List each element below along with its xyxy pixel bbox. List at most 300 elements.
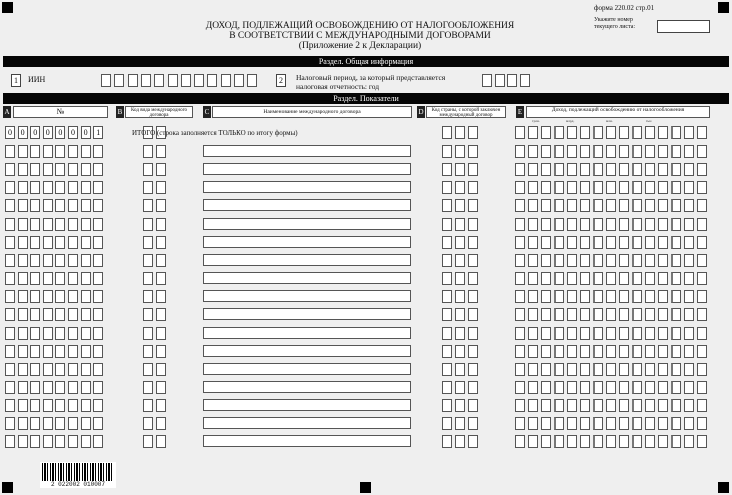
row-number-cell[interactable]: [30, 399, 40, 412]
country-code-cell[interactable]: [468, 308, 478, 321]
income-amount-cell[interactable]: [671, 399, 681, 412]
income-amount-cell[interactable]: [697, 236, 707, 249]
row-number-cell[interactable]: [18, 163, 28, 176]
agreement-type-code-cell[interactable]: [156, 236, 166, 249]
income-amount-cell[interactable]: [671, 126, 681, 139]
agreement-type-code-cell[interactable]: [156, 199, 166, 212]
row-number-cell[interactable]: [93, 199, 103, 212]
row-number-cell[interactable]: [43, 272, 53, 285]
row-number-cell[interactable]: [55, 363, 65, 376]
row-number-cell[interactable]: [81, 218, 91, 231]
country-code-cell[interactable]: [455, 435, 465, 448]
income-amount-cell[interactable]: [541, 254, 551, 267]
row-number-cell[interactable]: [30, 290, 40, 303]
income-amount-cell[interactable]: [528, 345, 538, 358]
row-number-cell[interactable]: [43, 381, 53, 394]
country-code-cell[interactable]: [455, 181, 465, 194]
income-amount-cell[interactable]: [580, 290, 590, 303]
income-amount-cell[interactable]: [645, 381, 655, 394]
agreement-name-input[interactable]: [203, 272, 411, 284]
agreement-type-code-cell[interactable]: [143, 327, 153, 340]
row-number-cell[interactable]: [55, 145, 65, 158]
income-amount-cell[interactable]: [593, 345, 603, 358]
income-amount-cell[interactable]: [580, 417, 590, 430]
income-amount-cell[interactable]: [541, 272, 551, 285]
agreement-type-code-cell[interactable]: [156, 181, 166, 194]
income-amount-cell[interactable]: [632, 399, 642, 412]
row-number-cell[interactable]: [68, 199, 78, 212]
row-number-cell[interactable]: [81, 236, 91, 249]
country-code-cell[interactable]: [468, 363, 478, 376]
income-amount-cell[interactable]: [632, 236, 642, 249]
income-amount-cell[interactable]: [528, 308, 538, 321]
row-number-cell[interactable]: [5, 199, 15, 212]
income-amount-cell[interactable]: [541, 363, 551, 376]
income-amount-cell[interactable]: [554, 327, 564, 340]
income-amount-cell[interactable]: [515, 181, 525, 194]
row-number-cell[interactable]: [43, 218, 53, 231]
agreement-name-input[interactable]: [203, 308, 411, 320]
income-amount-cell[interactable]: [645, 308, 655, 321]
row-number-cell[interactable]: [18, 399, 28, 412]
agreement-name-input[interactable]: [203, 435, 411, 447]
income-amount-cell[interactable]: [515, 345, 525, 358]
country-code-cell[interactable]: [468, 254, 478, 267]
income-amount-cell[interactable]: [606, 181, 616, 194]
country-code-cell[interactable]: [455, 363, 465, 376]
row-number-cell[interactable]: 1: [93, 126, 103, 139]
income-amount-cell[interactable]: [632, 272, 642, 285]
income-amount-cell[interactable]: [671, 417, 681, 430]
income-amount-cell[interactable]: [658, 417, 668, 430]
income-amount-cell[interactable]: [671, 327, 681, 340]
income-amount-cell[interactable]: [606, 199, 616, 212]
income-amount-cell[interactable]: [580, 327, 590, 340]
income-amount-cell[interactable]: [606, 381, 616, 394]
income-amount-cell[interactable]: [632, 145, 642, 158]
row-number-cell[interactable]: 0: [30, 126, 40, 139]
row-number-cell[interactable]: [55, 236, 65, 249]
row-number-cell[interactable]: [30, 435, 40, 448]
agreement-type-code-cell[interactable]: [156, 145, 166, 158]
row-number-cell[interactable]: [55, 381, 65, 394]
row-number-cell[interactable]: [18, 254, 28, 267]
agreement-name-input[interactable]: [203, 236, 411, 248]
income-amount-cell[interactable]: [528, 254, 538, 267]
row-number-cell[interactable]: [18, 327, 28, 340]
income-amount-cell[interactable]: [593, 327, 603, 340]
country-code-cell[interactable]: [442, 254, 452, 267]
country-code-cell[interactable]: [468, 218, 478, 231]
income-amount-cell[interactable]: [528, 199, 538, 212]
row-number-cell[interactable]: [81, 345, 91, 358]
income-amount-cell[interactable]: [528, 272, 538, 285]
income-amount-cell[interactable]: [671, 272, 681, 285]
income-amount-cell[interactable]: [684, 381, 694, 394]
income-amount-cell[interactable]: [645, 199, 655, 212]
row-number-cell[interactable]: [68, 381, 78, 394]
row-number-cell[interactable]: [5, 254, 15, 267]
income-amount-cell[interactable]: [528, 181, 538, 194]
income-amount-cell[interactable]: [541, 435, 551, 448]
income-amount-cell[interactable]: [515, 417, 525, 430]
country-code-cell[interactable]: [442, 417, 452, 430]
income-amount-cell[interactable]: [671, 236, 681, 249]
row-number-cell[interactable]: [55, 308, 65, 321]
income-amount-cell[interactable]: [606, 272, 616, 285]
country-code-cell[interactable]: [442, 345, 452, 358]
row-number-cell[interactable]: [43, 435, 53, 448]
income-amount-cell[interactable]: [671, 254, 681, 267]
row-number-cell[interactable]: [5, 163, 15, 176]
income-amount-cell[interactable]: [697, 345, 707, 358]
row-number-cell[interactable]: [43, 181, 53, 194]
income-amount-cell[interactable]: [619, 126, 629, 139]
income-amount-cell[interactable]: [671, 381, 681, 394]
agreement-type-code-cell[interactable]: [143, 381, 153, 394]
income-amount-cell[interactable]: [580, 126, 590, 139]
row-number-cell[interactable]: [93, 218, 103, 231]
country-code-cell[interactable]: [455, 218, 465, 231]
income-amount-cell[interactable]: [606, 290, 616, 303]
row-number-cell[interactable]: [93, 254, 103, 267]
row-number-cell[interactable]: [55, 163, 65, 176]
agreement-name-input[interactable]: [203, 254, 411, 266]
agreement-type-code-cell[interactable]: [156, 218, 166, 231]
income-amount-cell[interactable]: [528, 236, 538, 249]
income-amount-cell[interactable]: [619, 381, 629, 394]
row-number-cell[interactable]: [68, 290, 78, 303]
income-amount-cell[interactable]: [619, 290, 629, 303]
iin-digit-cell[interactable]: [194, 74, 204, 87]
agreement-type-code-cell[interactable]: [143, 163, 153, 176]
income-amount-cell[interactable]: [580, 254, 590, 267]
iin-digit-cell[interactable]: [181, 74, 191, 87]
income-amount-cell[interactable]: [619, 435, 629, 448]
agreement-type-code-cell[interactable]: [156, 363, 166, 376]
row-number-cell[interactable]: [93, 399, 103, 412]
row-number-cell[interactable]: 0: [43, 126, 53, 139]
income-amount-cell[interactable]: [606, 435, 616, 448]
row-number-cell[interactable]: [18, 236, 28, 249]
income-amount-cell[interactable]: [554, 218, 564, 231]
income-amount-cell[interactable]: [541, 327, 551, 340]
income-amount-cell[interactable]: [580, 363, 590, 376]
income-amount-cell[interactable]: [697, 308, 707, 321]
row-number-cell[interactable]: [30, 199, 40, 212]
income-amount-cell[interactable]: [567, 290, 577, 303]
income-amount-cell[interactable]: [528, 290, 538, 303]
country-code-cell[interactable]: [442, 381, 452, 394]
income-amount-cell[interactable]: [684, 254, 694, 267]
agreement-type-code-cell[interactable]: [143, 417, 153, 430]
country-code-cell[interactable]: [468, 126, 478, 139]
country-code-cell[interactable]: [442, 181, 452, 194]
income-amount-cell[interactable]: [554, 145, 564, 158]
income-amount-cell[interactable]: [515, 236, 525, 249]
row-number-cell[interactable]: [81, 181, 91, 194]
income-amount-cell[interactable]: [697, 399, 707, 412]
year-digit-cell[interactable]: [482, 74, 492, 87]
iin-digit-cell[interactable]: [247, 74, 257, 87]
row-number-cell[interactable]: 0: [68, 126, 78, 139]
row-number-cell[interactable]: [30, 272, 40, 285]
income-amount-cell[interactable]: [554, 290, 564, 303]
income-amount-cell[interactable]: [593, 308, 603, 321]
income-amount-cell[interactable]: [671, 218, 681, 231]
row-number-cell[interactable]: [55, 272, 65, 285]
row-number-cell[interactable]: [43, 199, 53, 212]
agreement-type-code-cell[interactable]: [143, 218, 153, 231]
income-amount-cell[interactable]: [645, 435, 655, 448]
income-amount-cell[interactable]: [554, 345, 564, 358]
agreement-type-code-cell[interactable]: [143, 308, 153, 321]
row-number-cell[interactable]: [18, 199, 28, 212]
income-amount-cell[interactable]: [697, 199, 707, 212]
agreement-type-code-cell[interactable]: [156, 308, 166, 321]
income-amount-cell[interactable]: [580, 272, 590, 285]
row-number-cell[interactable]: [30, 381, 40, 394]
income-amount-cell[interactable]: [632, 290, 642, 303]
income-amount-cell[interactable]: [606, 308, 616, 321]
row-number-cell[interactable]: [30, 417, 40, 430]
income-amount-cell[interactable]: [567, 181, 577, 194]
row-number-cell[interactable]: [18, 308, 28, 321]
income-amount-cell[interactable]: [567, 218, 577, 231]
income-amount-cell[interactable]: [697, 181, 707, 194]
row-number-cell[interactable]: 0: [81, 126, 91, 139]
country-code-cell[interactable]: [442, 290, 452, 303]
country-code-cell[interactable]: [468, 417, 478, 430]
income-amount-cell[interactable]: [515, 290, 525, 303]
country-code-cell[interactable]: [455, 290, 465, 303]
income-amount-cell[interactable]: [697, 163, 707, 176]
income-amount-cell[interactable]: [619, 327, 629, 340]
income-amount-cell[interactable]: [697, 363, 707, 376]
row-number-cell[interactable]: [43, 236, 53, 249]
income-amount-cell[interactable]: [541, 145, 551, 158]
income-amount-cell[interactable]: [658, 435, 668, 448]
row-number-cell[interactable]: [68, 236, 78, 249]
country-code-cell[interactable]: [442, 199, 452, 212]
row-number-cell[interactable]: [18, 381, 28, 394]
income-amount-cell[interactable]: [515, 163, 525, 176]
income-amount-cell[interactable]: [697, 272, 707, 285]
income-amount-cell[interactable]: [697, 290, 707, 303]
country-code-cell[interactable]: [455, 327, 465, 340]
iin-digit-cell[interactable]: [207, 74, 217, 87]
iin-digit-cell[interactable]: [234, 74, 244, 87]
country-code-cell[interactable]: [455, 345, 465, 358]
income-amount-cell[interactable]: [619, 163, 629, 176]
income-amount-cell[interactable]: [645, 272, 655, 285]
row-number-cell[interactable]: [81, 290, 91, 303]
income-amount-cell[interactable]: [658, 363, 668, 376]
row-number-cell[interactable]: [30, 236, 40, 249]
income-amount-cell[interactable]: [515, 381, 525, 394]
income-amount-cell[interactable]: [632, 363, 642, 376]
iin-digit-cell[interactable]: [221, 74, 231, 87]
row-number-cell[interactable]: [43, 254, 53, 267]
row-number-cell[interactable]: [30, 363, 40, 376]
row-number-cell[interactable]: [93, 272, 103, 285]
income-amount-cell[interactable]: [658, 290, 668, 303]
row-number-cell[interactable]: [68, 399, 78, 412]
income-amount-cell[interactable]: [567, 163, 577, 176]
year-digit-cell[interactable]: [520, 74, 530, 87]
income-amount-cell[interactable]: [528, 126, 538, 139]
income-amount-cell[interactable]: [567, 327, 577, 340]
income-amount-cell[interactable]: [619, 345, 629, 358]
sheet-number-input[interactable]: [657, 20, 710, 33]
income-amount-cell[interactable]: [606, 254, 616, 267]
income-amount-cell[interactable]: [541, 126, 551, 139]
income-amount-cell[interactable]: [645, 417, 655, 430]
income-amount-cell[interactable]: [645, 345, 655, 358]
income-amount-cell[interactable]: [632, 163, 642, 176]
row-number-cell[interactable]: [55, 327, 65, 340]
income-amount-cell[interactable]: [541, 399, 551, 412]
income-amount-cell[interactable]: [541, 308, 551, 321]
agreement-name-input[interactable]: [203, 163, 411, 175]
income-amount-cell[interactable]: [554, 417, 564, 430]
income-amount-cell[interactable]: [606, 399, 616, 412]
country-code-cell[interactable]: [455, 254, 465, 267]
row-number-cell[interactable]: 0: [5, 126, 15, 139]
row-number-cell[interactable]: [81, 145, 91, 158]
row-number-cell[interactable]: [93, 236, 103, 249]
income-amount-cell[interactable]: [593, 417, 603, 430]
income-amount-cell[interactable]: [515, 435, 525, 448]
income-amount-cell[interactable]: [580, 345, 590, 358]
income-amount-cell[interactable]: [658, 145, 668, 158]
income-amount-cell[interactable]: [554, 126, 564, 139]
row-number-cell[interactable]: [55, 254, 65, 267]
income-amount-cell[interactable]: [632, 199, 642, 212]
income-amount-cell[interactable]: [684, 417, 694, 430]
row-number-cell[interactable]: [5, 327, 15, 340]
row-number-cell[interactable]: [43, 290, 53, 303]
income-amount-cell[interactable]: [593, 435, 603, 448]
row-number-cell[interactable]: [43, 399, 53, 412]
row-number-cell[interactable]: [5, 363, 15, 376]
row-number-cell[interactable]: [81, 199, 91, 212]
row-number-cell[interactable]: [55, 290, 65, 303]
income-amount-cell[interactable]: [619, 145, 629, 158]
income-amount-cell[interactable]: [528, 363, 538, 376]
agreement-name-input[interactable]: [203, 399, 411, 411]
income-amount-cell[interactable]: [528, 417, 538, 430]
income-amount-cell[interactable]: [632, 435, 642, 448]
income-amount-cell[interactable]: [554, 435, 564, 448]
income-amount-cell[interactable]: [541, 381, 551, 394]
row-number-cell[interactable]: [68, 145, 78, 158]
row-number-cell[interactable]: [5, 218, 15, 231]
income-amount-cell[interactable]: [697, 145, 707, 158]
country-code-cell[interactable]: [442, 272, 452, 285]
income-amount-cell[interactable]: [593, 254, 603, 267]
income-amount-cell[interactable]: [515, 145, 525, 158]
country-code-cell[interactable]: [442, 399, 452, 412]
income-amount-cell[interactable]: [593, 236, 603, 249]
income-amount-cell[interactable]: [541, 236, 551, 249]
income-amount-cell[interactable]: [515, 218, 525, 231]
income-amount-cell[interactable]: [580, 308, 590, 321]
income-amount-cell[interactable]: [684, 435, 694, 448]
agreement-type-code-cell[interactable]: [143, 145, 153, 158]
income-amount-cell[interactable]: [619, 363, 629, 376]
row-number-cell[interactable]: [93, 435, 103, 448]
row-number-cell[interactable]: [30, 308, 40, 321]
agreement-type-code-cell[interactable]: [143, 290, 153, 303]
income-amount-cell[interactable]: [606, 236, 616, 249]
income-amount-cell[interactable]: [554, 181, 564, 194]
income-amount-cell[interactable]: [684, 345, 694, 358]
row-number-cell[interactable]: [5, 308, 15, 321]
income-amount-cell[interactable]: [684, 290, 694, 303]
row-number-cell[interactable]: [93, 145, 103, 158]
agreement-type-code-cell[interactable]: [156, 399, 166, 412]
agreement-name-input[interactable]: [203, 145, 411, 157]
country-code-cell[interactable]: [468, 163, 478, 176]
country-code-cell[interactable]: [468, 145, 478, 158]
income-amount-cell[interactable]: [593, 381, 603, 394]
row-number-cell[interactable]: 0: [18, 126, 28, 139]
row-number-cell[interactable]: [30, 345, 40, 358]
income-amount-cell[interactable]: [632, 254, 642, 267]
income-amount-cell[interactable]: [632, 381, 642, 394]
iin-digit-cell[interactable]: [128, 74, 138, 87]
income-amount-cell[interactable]: [658, 199, 668, 212]
row-number-cell[interactable]: [30, 181, 40, 194]
income-amount-cell[interactable]: [515, 363, 525, 376]
row-number-cell[interactable]: [5, 417, 15, 430]
agreement-type-code-cell[interactable]: [143, 272, 153, 285]
income-amount-cell[interactable]: [541, 290, 551, 303]
country-code-cell[interactable]: [455, 199, 465, 212]
income-amount-cell[interactable]: [658, 126, 668, 139]
country-code-cell[interactable]: [455, 145, 465, 158]
agreement-name-input[interactable]: [203, 327, 411, 339]
income-amount-cell[interactable]: [515, 126, 525, 139]
income-amount-cell[interactable]: [593, 272, 603, 285]
income-amount-cell[interactable]: [593, 199, 603, 212]
agreement-type-code-cell[interactable]: [156, 272, 166, 285]
income-amount-cell[interactable]: [658, 272, 668, 285]
country-code-cell[interactable]: [468, 272, 478, 285]
agreement-name-input[interactable]: [203, 363, 411, 375]
income-amount-cell[interactable]: [567, 363, 577, 376]
agreement-name-input[interactable]: [203, 199, 411, 211]
agreement-type-code-cell[interactable]: [143, 181, 153, 194]
row-number-cell[interactable]: [30, 254, 40, 267]
income-amount-cell[interactable]: [619, 236, 629, 249]
income-amount-cell[interactable]: [645, 163, 655, 176]
income-amount-cell[interactable]: [580, 199, 590, 212]
income-amount-cell[interactable]: [671, 435, 681, 448]
row-number-cell[interactable]: [43, 345, 53, 358]
income-amount-cell[interactable]: [658, 236, 668, 249]
row-number-cell[interactable]: [30, 145, 40, 158]
row-number-cell[interactable]: [81, 435, 91, 448]
row-number-cell[interactable]: [81, 254, 91, 267]
iin-digit-cell[interactable]: [101, 74, 111, 87]
income-amount-cell[interactable]: [671, 308, 681, 321]
agreement-name-input[interactable]: [203, 218, 411, 230]
year-digit-cell[interactable]: [495, 74, 505, 87]
income-amount-cell[interactable]: [619, 254, 629, 267]
row-number-cell[interactable]: [81, 399, 91, 412]
